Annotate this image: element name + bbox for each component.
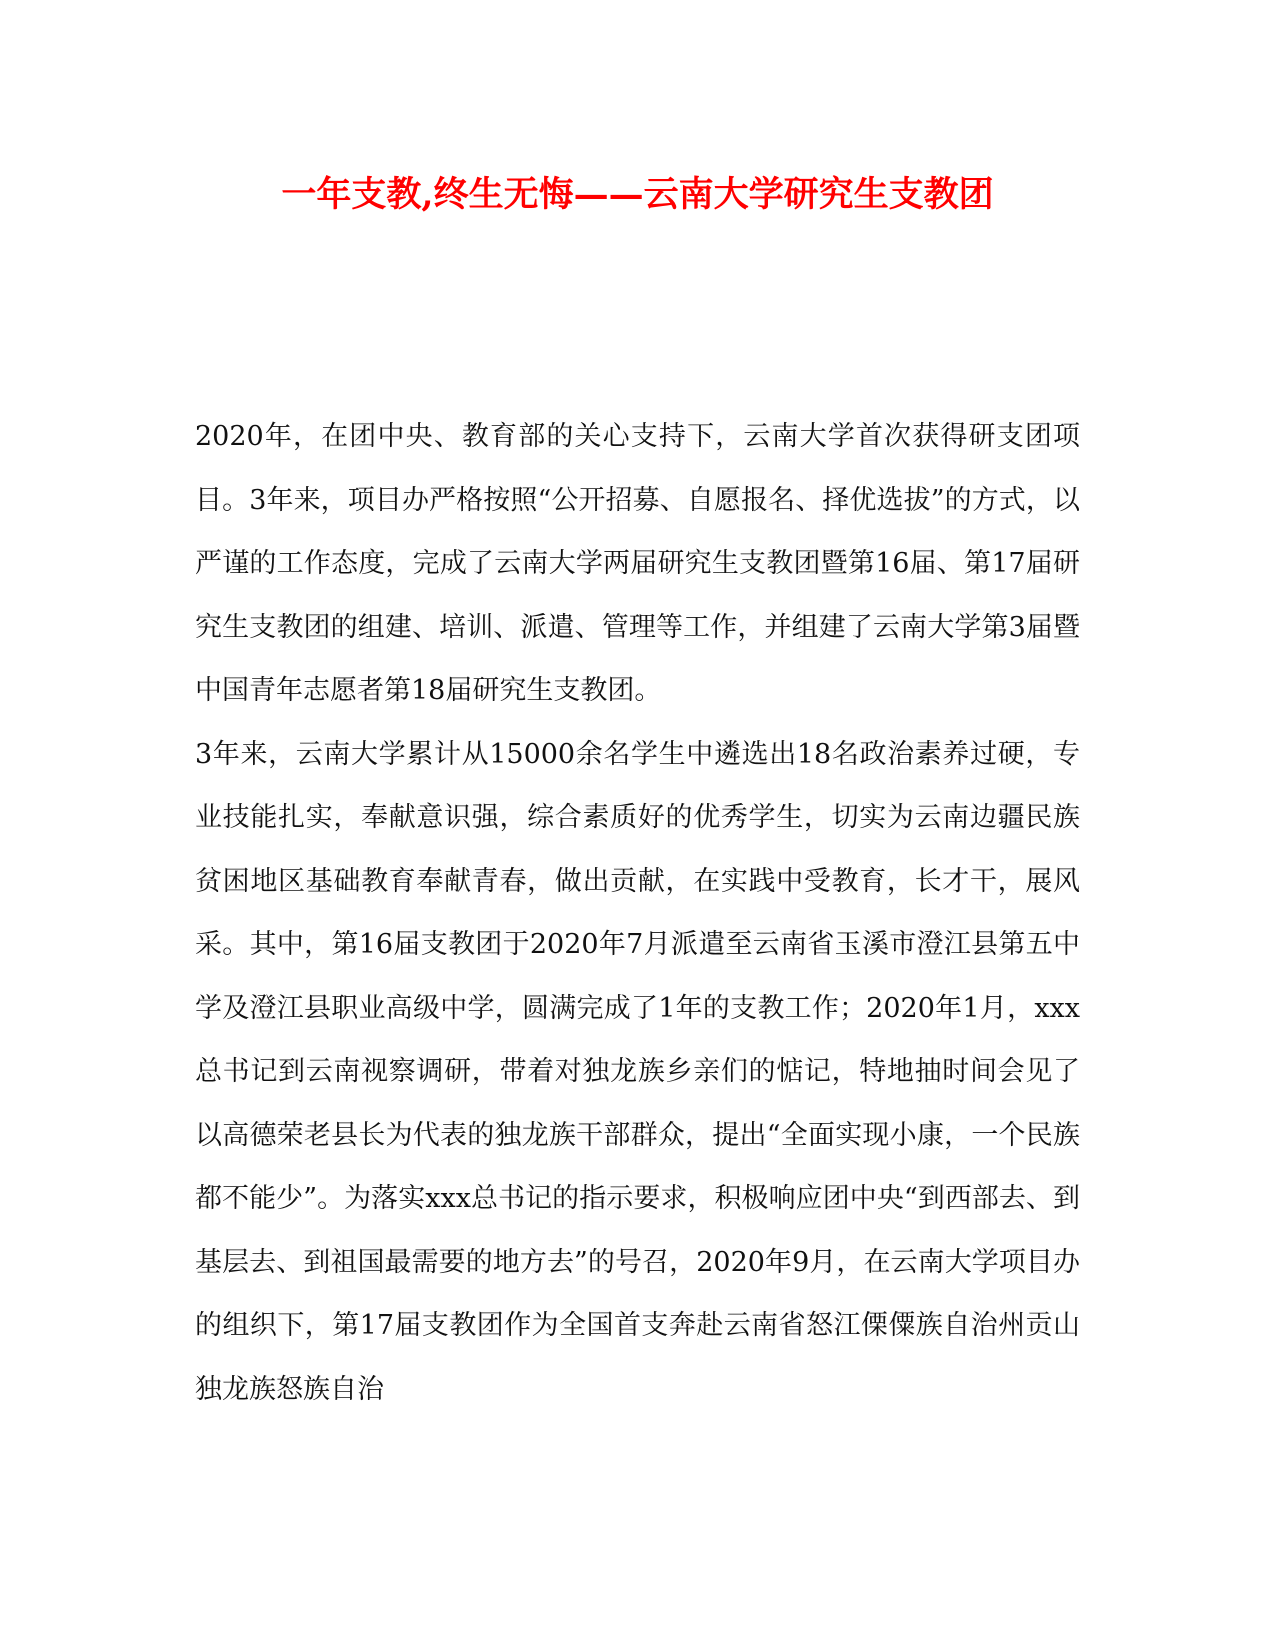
document-body [195, 405, 1080, 1421]
paragraph-1: 2020年，在团中央、教育部的关心支持下，云南大学首次获得研支团项目。3年来，项目办严格按照“公开招募、自愿报名、择优选拔”的方式，以严谨的工作态度，完成了云南大学两届研究生支教团暨第16届、第17届研究生支教团的组建、培训、派遣、管理等工作，并组建了云南大学第3届暨中国青年志愿者第18届研究生支教团。 [195, 421, 1080, 706]
paragraph-2: 3年来，云南大学累计从15000余名学生中遴选出18名政治素养过硬，专业技能扎实，奉献意识强，综合素质好的优秀学生，切实为云南边疆民族贫困地区基础教育奉献青春，做出贡献，在实践中受教育，长才干，展风采。其中，第16届支教团于2020年7月派遣至云南省玉溪市澄江县第五中学及澄江县职业高级中学，圆满完成了1年的支教工作；2020年1月，xxx总书记到云南视察调研，带着对独龙族乡亲们的惦记，特地抽时间会见了以高德荣老县长为代表的独龙族干部群众，提出“全面实现小康，一个民族都不能少”。为落实xxx总书记的指示要求，积极响应团中央“到西部去、到基层去、到祖国最需要的地方去”的号召，2020年9月，在云南大学项目办的组织下，第17届支教团作为全国首支奔赴云南省怒江傈僳族自治州贡山独龙族怒族自治 [195, 738, 1080, 1405]
document-title: 一年支教,终生无悔——云南大学研究生支教团 [281, 174, 994, 215]
